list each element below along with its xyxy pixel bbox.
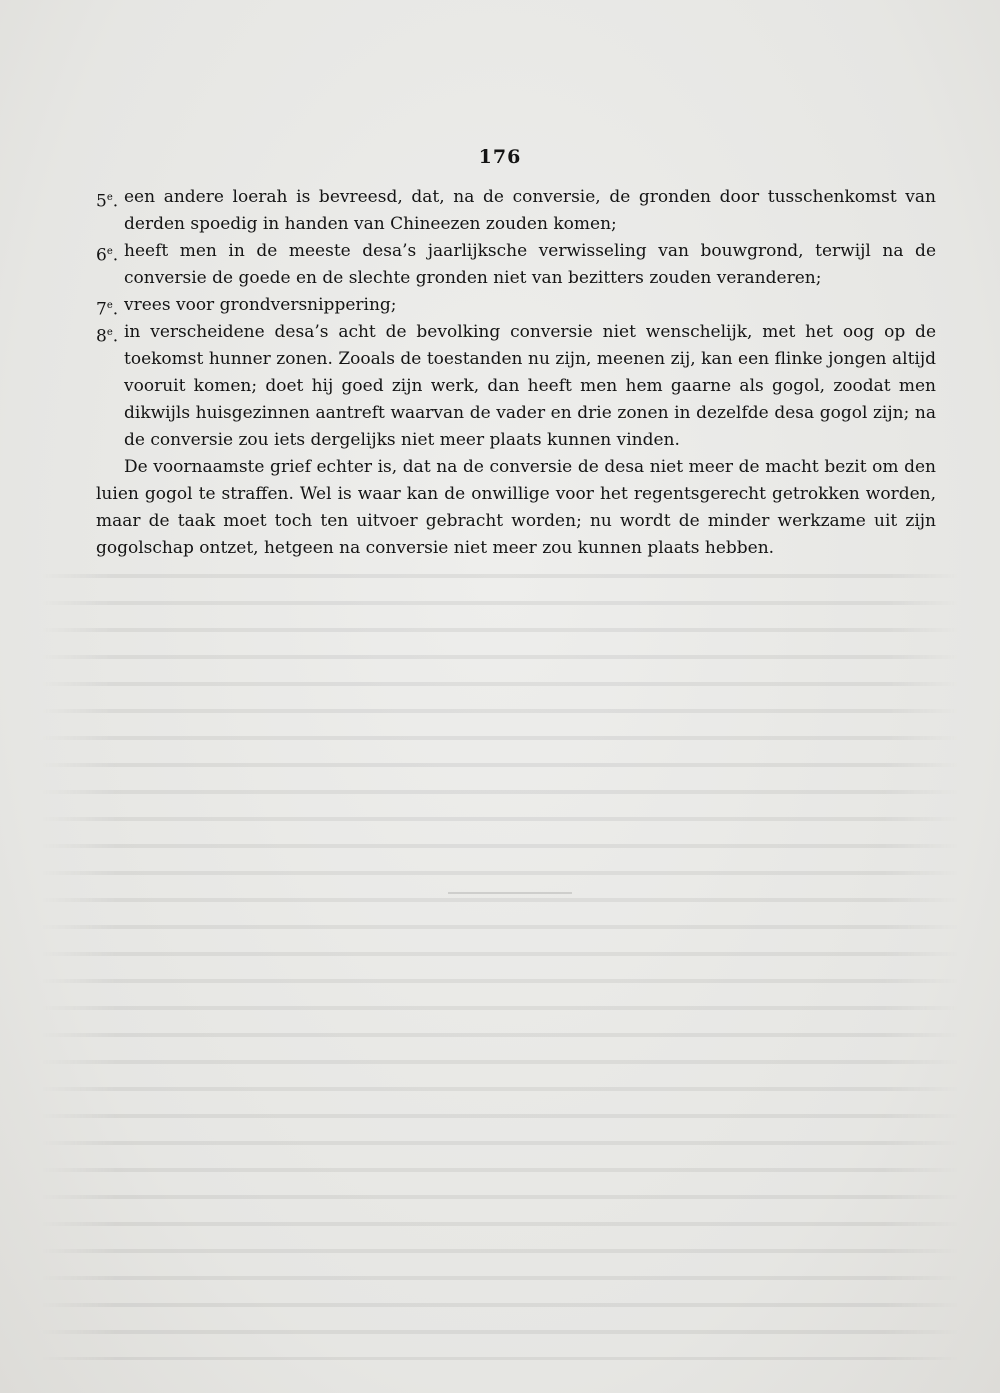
body-paragraph: De voornaamste grief echter is, dat na de conversie de desa niet meer de macht bezit om den luien gogol te straffen. Wel is waar kan de onwillige voor het regentsgerecht getrokken worden, maar de taak moet toch ten uitvoer gebracht worden; nu wordt de minder werkzame uit zijn gogolschap ontzet, hetgeen na conversie niet meer zou kunnen plaats hebben. xyxy=(96,457,936,558)
list-item xyxy=(96,238,936,292)
list-item-text: vrees voor grondversnippering; xyxy=(124,295,397,315)
show-through-rule xyxy=(448,892,572,894)
list-item-number: 8e. xyxy=(96,326,119,347)
show-through-text xyxy=(40,560,960,1360)
list-item-number: 6e. xyxy=(96,245,119,266)
page-number: 176 xyxy=(478,146,522,168)
list-item xyxy=(96,319,936,454)
list-item-text: een andere loerah is bevreesd, dat, na de conversie, de gronden door tusschenkomst van derden spoedig in handen van Chineezen zouden komen; xyxy=(124,187,936,234)
list-item xyxy=(96,292,936,319)
enumerated-list xyxy=(96,184,936,454)
list-item-number: 5e. xyxy=(96,191,119,212)
list-item-text: heeft men in de meeste desa’s jaarlijksche verwisseling van bouwgrond, terwijl na de conversie de goede en de slechte gronden niet van bezitters zouden veranderen; xyxy=(124,241,936,288)
list-item-text: in verscheidene desa’s acht de bevolking conversie niet wenschelijk, met het oog op de toekomst hunner zonen. Zooals de toestanden nu zijn, meenen zij, kan een flinke jongen altijd vooruit komen; doet hij goed zijn werk, dan heeft men hem gaarne als gogol, zoodat men dikwijls huisgezinnen aantreft waarvan de vader en drie zonen in dezelfde desa gogol zijn; na de conversie zou iets dergelijks niet meer plaats kunnen vinden. xyxy=(124,322,936,450)
list-item xyxy=(96,184,936,238)
list-item-number: 7e. xyxy=(96,299,119,320)
